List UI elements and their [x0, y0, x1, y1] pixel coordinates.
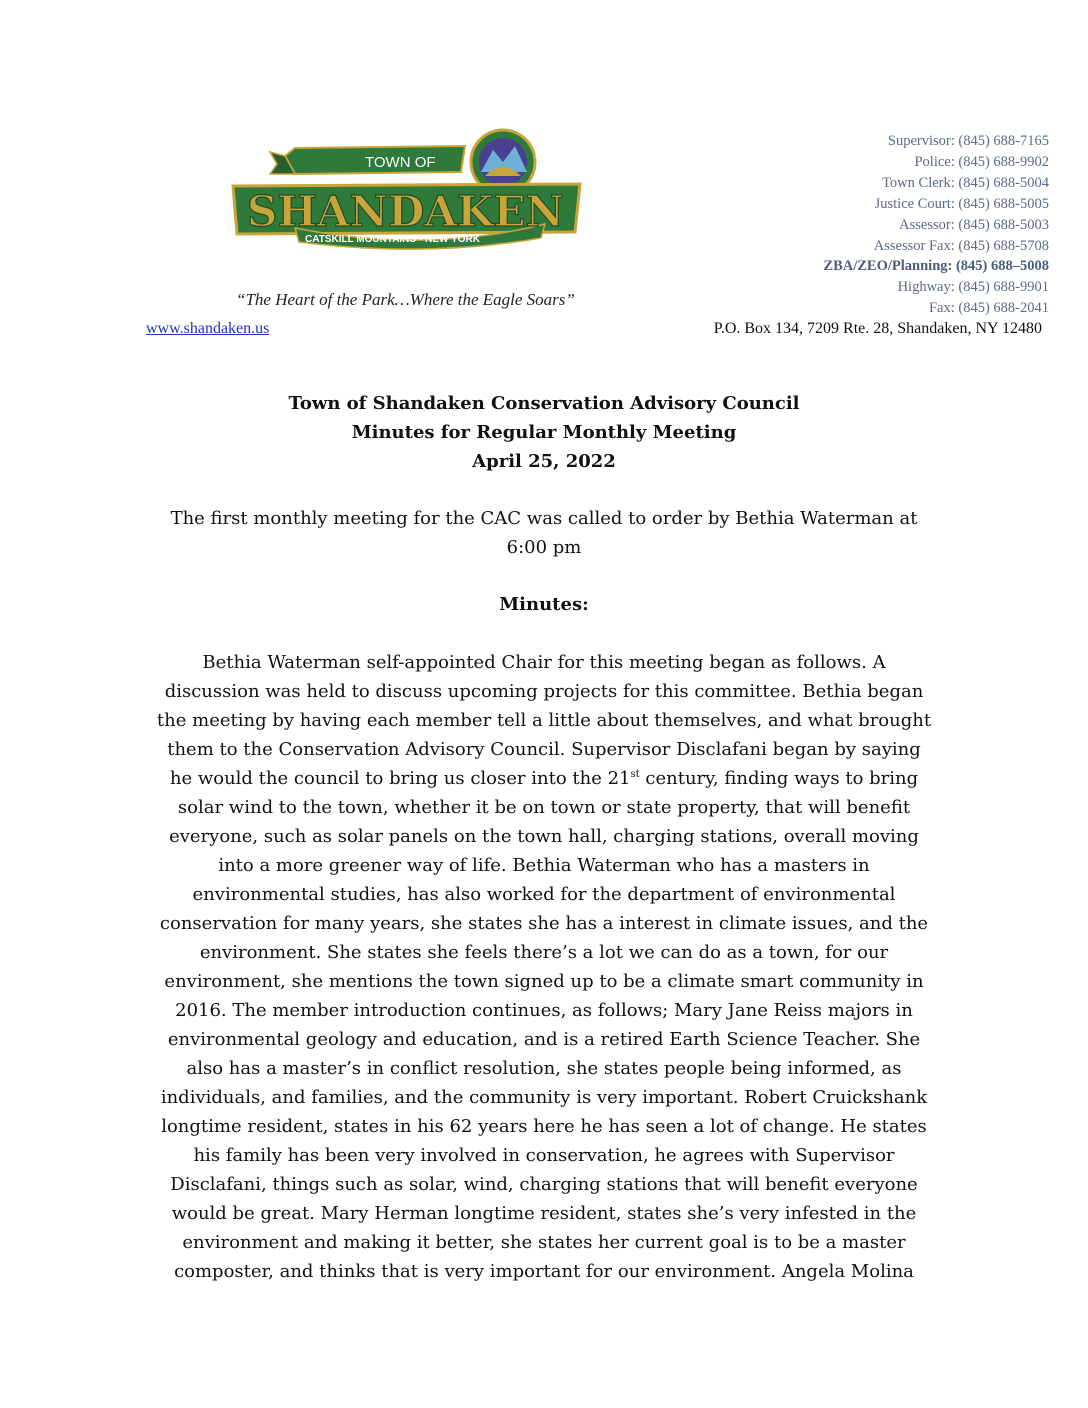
website-link[interactable]: www.shandaken.us	[146, 320, 270, 337]
body-line: environment, she mentions the town signed up to be a climate smart community in	[164, 971, 924, 992]
title-meeting-date: April 25, 2022	[472, 451, 616, 472]
body-line: into a more greener way of life. Bethia Waterman who has a masters in	[218, 855, 870, 876]
contact-assessor-fax: Assessor Fax: (845) 688-5708	[873, 237, 1049, 254]
body-line-part: century, finding ways to bring	[639, 768, 919, 789]
minutes-body	[118, 648, 970, 1286]
body-line: longtime resident, states in his 62 years here he has seen a lot of change. He states	[161, 1116, 927, 1137]
contact-assessor: Assessor: (845) 688-5003	[899, 216, 1049, 233]
body-line: solar wind to the town, whether it be on town or state property, that will benefit	[177, 797, 911, 818]
body-line: environmental geology and education, and is a retired Earth Science Teacher. She	[167, 1029, 921, 1050]
body-line-part: he would the council to bring us closer into the 21	[169, 768, 631, 789]
body-line: also has a master’s in conflict resolution, she states people being informed, as	[186, 1058, 902, 1079]
body-line: composter, and thinks that is very important for our environment. Angela Molina	[174, 1261, 914, 1282]
town-logo	[225, 128, 590, 253]
contact-supervisor: Supervisor: (845) 688-7165	[887, 133, 1049, 149]
body-line: discussion was held to discuss upcoming projects for this committee. Bethia began	[164, 681, 924, 702]
contact-fax: Fax: (845) 688-2041	[928, 300, 1049, 317]
contact-police: Police: (845) 688-9902	[914, 153, 1049, 170]
ordinal-superscript: st	[630, 769, 640, 780]
body-line: his family has been very involved in conservation, he agrees with Supervisor	[193, 1145, 895, 1166]
intro-line: The first monthly meeting for the CAC was called to order by Bethia Waterman at	[170, 508, 918, 529]
body-line: them to the Conservation Advisory Council. Supervisor Disclafani began by saying	[167, 739, 921, 760]
town-motto: “The Heart of the Park…Where the Eagle Soars”	[236, 290, 575, 309]
contact-town-clerk: Town Clerk: (845) 688-5004	[882, 174, 1049, 191]
body-line: the meeting by having each member tell a little about themselves, and what brought	[156, 710, 932, 731]
logo-bottom-text: CATSKILL MOUNTAINS • NEW YORK	[305, 234, 480, 245]
contact-highway: Highway: (845) 688-9901	[897, 279, 1049, 296]
minutes-heading: Minutes:	[499, 594, 589, 615]
intro-line: 6:00 pm	[506, 537, 582, 558]
contact-justice-court: Justice Court: (845) 688-5005	[874, 195, 1049, 212]
mailing-address: P.O. Box 134, 7209 Rte. 28, Shandaken, NY 12480	[713, 320, 1042, 337]
body-line: conservation for many years, she states she has a interest in climate issues, and the	[159, 913, 929, 934]
body-line: individuals, and families, and the community is very important. Robert Cruickshank	[160, 1087, 928, 1108]
body-line: Bethia Waterman self-appointed Chair for this meeting began as follows. A	[202, 652, 886, 673]
logo-est-text: Est. 1804	[535, 151, 569, 160]
contact-zba-zeo-planning: ZBA/ZEO/Planning: (845) 688–5008	[823, 258, 1049, 275]
body-line: would be great. Mary Herman longtime resident, states she’s very infested in the	[171, 1203, 917, 1224]
logo-main-text: SHANDAKEN	[247, 187, 564, 236]
body-line-with-superscript	[118, 764, 970, 793]
contact-list	[719, 131, 1049, 319]
title-meeting-type: Minutes for Regular Monthly Meeting	[351, 422, 737, 443]
body-line: 2016. The member introduction continues, as follows; Mary Jane Reiss majors in	[175, 1000, 913, 1021]
body-line: everyone, such as solar panels on the town hall, charging stations, overall moving	[169, 826, 919, 847]
logo-top-text: TOWN OF	[365, 154, 436, 171]
title-council-name: Town of Shandaken Conservation Advisory Council	[288, 393, 800, 414]
intro-paragraph	[130, 504, 958, 562]
body-line: environmental studies, has also worked for the department of environmental	[192, 884, 896, 905]
body-line: environment and making it better, she states her current goal is to be a master	[182, 1232, 906, 1253]
body-line: Disclafani, things such as solar, wind, charging stations that will benefit everyone	[170, 1174, 918, 1195]
document-title	[0, 389, 1088, 476]
body-line: environment. She states she feels there’s a lot we can do as a town, for our	[199, 942, 889, 963]
